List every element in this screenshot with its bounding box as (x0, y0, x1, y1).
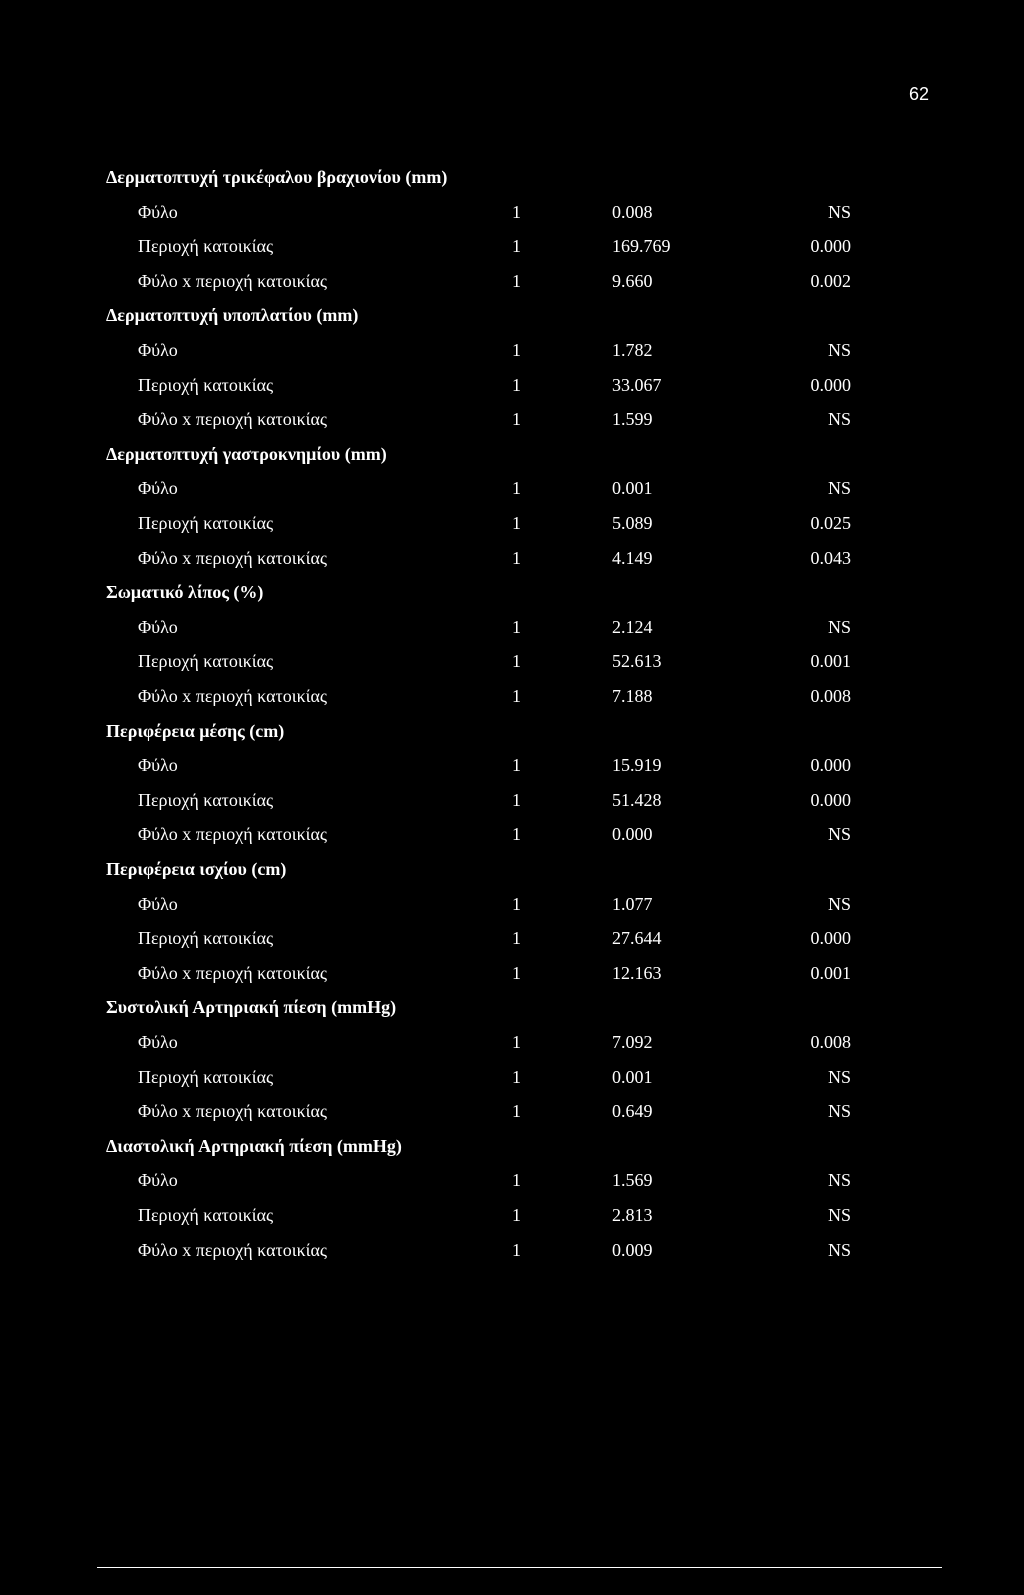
p-value: 0.000 (810, 789, 851, 810)
f-value: 0.649 (612, 1101, 653, 1122)
p-value: 0.000 (810, 374, 851, 395)
table-row (0, 375, 1024, 401)
p-value: 0.025 (810, 513, 851, 533)
f-value: 15.919 (612, 755, 662, 776)
f-value: 52.613 (612, 651, 662, 672)
p-value: 0.000 (810, 236, 851, 257)
factor-label: Φύλο (138, 616, 178, 637)
factor-label: Φύλο (138, 201, 178, 222)
f-value: 1.077 (612, 893, 653, 914)
p-value: NS (827, 478, 851, 499)
p-value: NS (827, 1066, 851, 1087)
df-value: 1 (512, 236, 521, 257)
p-value: 0.000 (810, 928, 851, 949)
f-value: 0.009 (612, 1239, 653, 1260)
p-value: 0.043 (810, 547, 851, 568)
f-value: 9.660 (612, 270, 653, 291)
section-header-row (0, 444, 1024, 470)
p-value: NS (827, 893, 851, 914)
df-value: 1 (512, 686, 521, 706)
p-value: 0.002 (810, 270, 851, 291)
df-value: 1 (512, 547, 521, 568)
factor-label: Φύλο (138, 1032, 178, 1052)
f-value: 7.188 (612, 686, 653, 706)
p-value: 0.001 (810, 962, 851, 983)
table-row (0, 1205, 1024, 1231)
f-value: 0.008 (612, 201, 653, 222)
p-value: NS (827, 409, 851, 430)
p-value: NS (827, 201, 851, 222)
section-header: Περιφέρεια ισχίου (cm) (106, 859, 287, 879)
section-header-row (0, 582, 1024, 608)
df-value: 1 (512, 1170, 521, 1191)
table-row (0, 617, 1024, 643)
section-header: Δερματοπτυχή τρικέφαλου βραχιονίου (mm) (106, 167, 448, 187)
table-row (0, 686, 1024, 712)
table-row (0, 790, 1024, 816)
table-row (0, 963, 1024, 989)
df-value: 1 (512, 789, 521, 810)
p-value: NS (827, 1101, 851, 1122)
p-value: NS (827, 1239, 851, 1260)
factor-label: Φύλο x περιοχή κατοικίας (138, 686, 328, 706)
table-row (0, 548, 1024, 574)
table-row (0, 340, 1024, 366)
factor-label: Περιοχή κατοικίας (138, 1205, 274, 1225)
factor-label: Φύλο x περιοχή κατοικίας (138, 824, 328, 845)
section-header-row (0, 721, 1024, 747)
f-value: 0.001 (612, 478, 653, 499)
factor-label: Περιοχή κατοικίας (138, 928, 274, 949)
factor-label: Περιοχή κατοικίας (138, 1066, 274, 1087)
p-value: NS (827, 1205, 851, 1225)
factor-label: Περιοχή κατοικίας (138, 374, 274, 395)
p-value: 0.008 (810, 686, 851, 706)
df-value: 1 (512, 409, 521, 430)
table-row (0, 1240, 1024, 1266)
section-header-row (0, 859, 1024, 885)
f-value: 1.599 (612, 409, 653, 430)
table-row (0, 755, 1024, 781)
section-header: Συστολική Αρτηριακή πίεση (mmHg) (106, 997, 397, 1018)
df-value: 1 (512, 651, 521, 672)
df-value: 1 (512, 962, 521, 983)
df-value: 1 (512, 1066, 521, 1087)
table-row (0, 271, 1024, 297)
p-value: 0.001 (810, 651, 851, 672)
factor-label: Περιοχή κατοικίας (138, 651, 274, 672)
factor-label: Περιοχή κατοικίας (138, 789, 274, 810)
df-value: 1 (512, 478, 521, 499)
factor-label: Φύλο x περιοχή κατοικίας (138, 547, 328, 568)
factor-label: Φύλο (138, 755, 178, 776)
f-value: 12.163 (612, 962, 662, 983)
df-value: 1 (512, 616, 521, 637)
p-value: NS (827, 616, 851, 637)
table-row (0, 202, 1024, 228)
f-value: 1.782 (612, 340, 653, 360)
table-row (0, 1067, 1024, 1093)
factor-label: Φύλο x περιοχή κατοικίας (138, 962, 328, 983)
factor-label: Φύλο (138, 1170, 178, 1191)
p-value: NS (827, 1170, 851, 1191)
f-value: 27.644 (612, 928, 662, 949)
f-value: 4.149 (612, 547, 653, 568)
table-row (0, 928, 1024, 954)
section-header: Περιφέρεια μέσης (cm) (106, 720, 285, 741)
df-value: 1 (512, 824, 521, 845)
p-value: NS (827, 824, 851, 845)
df-value: 1 (512, 1239, 521, 1260)
factor-label: Φύλο (138, 340, 178, 360)
factor-label: Φύλο x περιοχή κατοικίας (138, 1101, 328, 1122)
section-header-row (0, 167, 1024, 193)
df-value: 1 (512, 374, 521, 395)
table-row (0, 824, 1024, 850)
p-value: 0.000 (810, 755, 851, 776)
factor-label: Φύλο x περιοχή κατοικίας (138, 270, 328, 291)
factor-label: Φύλο x περιοχή κατοικίας (138, 409, 328, 430)
table-row (0, 1101, 1024, 1127)
f-value: 0.000 (612, 824, 653, 845)
table-row (0, 1032, 1024, 1058)
section-header: Διαστολική Αρτηριακή πίεση (mmHg) (106, 1135, 402, 1156)
table-bottom-rule (97, 1567, 942, 1568)
f-value: 7.092 (612, 1032, 653, 1052)
section-header: Δερματοπτυχή γαστροκνημίου (mm) (106, 443, 387, 464)
page-number: 62 (908, 84, 929, 104)
df-value: 1 (512, 1032, 521, 1052)
p-value: 0.008 (810, 1032, 851, 1052)
p-value: NS (827, 340, 851, 360)
f-value: 33.067 (612, 374, 662, 395)
f-value: 5.089 (612, 513, 653, 533)
df-value: 1 (512, 755, 521, 776)
df-value: 1 (512, 270, 521, 291)
section-header: Δερματοπτυχή υποπλατίου (mm) (106, 305, 359, 326)
df-value: 1 (512, 1101, 521, 1122)
f-value: 169.769 (612, 236, 671, 257)
table-row (0, 513, 1024, 539)
f-value: 2.813 (612, 1205, 653, 1225)
df-value: 1 (512, 1205, 521, 1225)
f-value: 51.428 (612, 789, 662, 810)
df-value: 1 (512, 928, 521, 949)
table-row (0, 894, 1024, 920)
table-row (0, 1170, 1024, 1196)
table-row (0, 651, 1024, 677)
f-value: 1.569 (612, 1170, 653, 1191)
factor-label: Φύλο (138, 478, 178, 499)
f-value: 0.001 (612, 1066, 653, 1087)
df-value: 1 (512, 340, 521, 360)
f-value: 2.124 (612, 616, 653, 637)
section-header-row (0, 1136, 1024, 1162)
factor-label: Περιοχή κατοικίας (138, 236, 274, 257)
table-row (0, 478, 1024, 504)
factor-label: Φύλο x περιοχή κατοικίας (138, 1239, 328, 1260)
factor-label: Περιοχή κατοικίας (138, 513, 274, 533)
section-header-row (0, 305, 1024, 331)
section-header: Σωματικό λίπος (%) (106, 582, 264, 603)
df-value: 1 (512, 201, 521, 222)
table-row (0, 236, 1024, 262)
df-value: 1 (512, 513, 521, 533)
df-value: 1 (512, 893, 521, 914)
section-header-row (0, 997, 1024, 1023)
factor-label: Φύλο (138, 893, 178, 914)
table-row (0, 409, 1024, 435)
